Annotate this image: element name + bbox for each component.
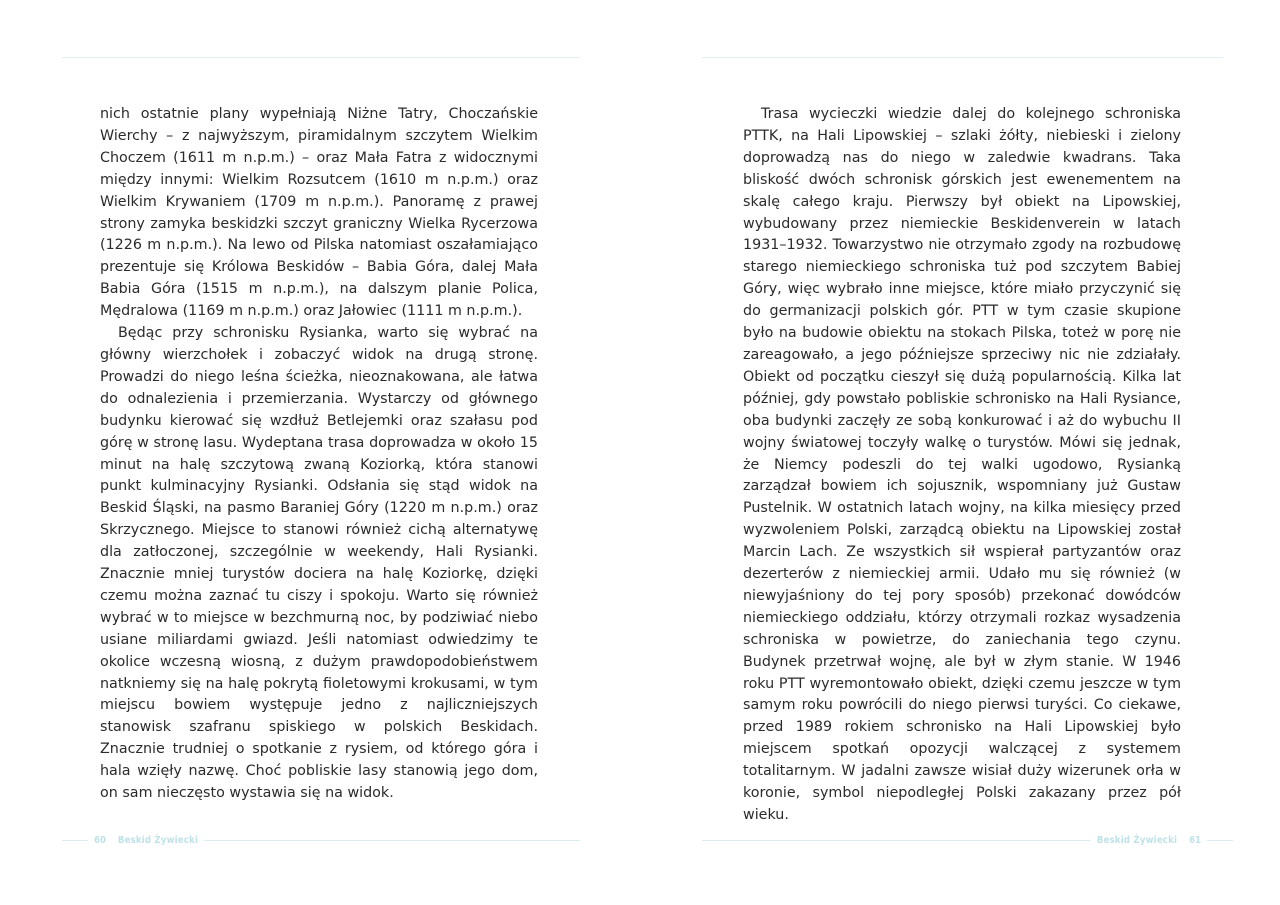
top-rule [702,57,1223,58]
footer-rule [62,840,88,841]
right-page-footer [702,831,1233,849]
left-page-body [100,104,538,805]
paragraph: Będąc przy schronisku Rysianka, warto się wybrać na główny wierzchołek i zobaczyć widok na drugą stronę. Prowadzi do niego leśna ścieżka, nieoznakowana, ale łatwa do odnalezienia i przemierzania. Wystarczy od głównego budynku kierować się wzdłuż Betlejemki oraz szałasu pod górę w stronę lasu. Wydeptana trasa doprowadza w około 15 minut na halę szczytową zwaną Koziorką, która stanowi punkt kulminacyjny Rysianki. Odsłania się stąd widok na Beskid Śląski, na pasmo Baraniej Góry (1220 m n.p.m.) oraz Skrzycznego. Miejsce to stanowi również cichą alternatywę dla zatłoczonej, szczególnie w weekendy, Hali Rysianki. Znacznie mniej turystów dociera na halę Koziorkę, dzięki czemu można zaznać tu ciszy i spokoju. Warto się również wybrać w to miejsce w bezchmurną noc, by podziwiać niebo usiane miliardami gwiazd. Jeśli natomiast odwiedzimy te okolice wczesną wiosną, z dużym prawdopodobieństwem natkniemy się na halę pokrytą fioletowymi krokusami, w tym miejscu bowiem występuje jedno z najliczniejszych stanowisk szafranu spiskiego w polskich Beskidach. Znacznie trudniej o spotkanie z rysiem, od którego góra i hala wzięły nazwę. Choć pobliskie lasy stanowią jego dom, on sam nieczęsto wystawia się na widok. [100,325,538,802]
paragraph: Trasa wycieczki wiedzie dalej do kolejnego schroniska PTTK, na Hali Lipowskiej – szlaki żółty, niebieski i zielony doprowadzą nas do niego w zaledwie kwadrans. Taka bliskość dwóch schronisk górskich jest ewenementem na skalę całego kraju. Pierwszy był obiekt na Lipowskiej, wybudowany przez niemieckie Beskidenverein w latach 1931–1932. Towarzystwo nie otrzymało zgody na rozbudowę starego niemieckiego schroniska tuż pod szczytem Babiej Góry, więc wybrało inne miejsce, które miało przyczynić się do germanizacji polskich gór. PTT w tym czasie skupione było na budowie obiektu na stokach Pilska, toteż w porę nie zareagowało, a jego późniejsze sprzeciwy nic nie zdziałały. Obiekt od początku cieszył się dużą popularnością. Kilka lat później, gdy powstało pobliskie schronisko na Hali Rysiance, oba budynki zaczęły ze sobą konkurować i aż do wybuchu II wojny światowej toczyły walkę o turystów. Mówi się jednak, że Niemcy podeszli do tej walki ugodowo, Rysianką zarządzał bowiem ich sojusznik, wspomniany już Gustaw Pustelnik. W ostatnich latach wojny, na kilka miesięcy przed wyzwoleniem Polski, zarządcą obiektu na Lipowskiej został Marcin Lach. Ze wszystkich sił wspierał partyzantów oraz dezerterów z niemieckiej armii. Udało mu się również (w niewyjaśniony do tej pory sposób) przekonać dowódców niemieckiego oddziału, którzy otrzymali rozkaz wysadzenia schroniska w powietrze, do zaniechania tego czynu. Budynek przetrwał wojnę, ale był w złym stanie. W 1946 roku PTT wyremontowało obiekt, dzięki czemu jeszcze w tym samym roku powrócili do niego pierwsi turyści. Co ciekawe, przed 1989 rokiem schronisko na Hali Lipowskiej było miejscem spotkań opozycji walczącej z systemem totalitarnym. W jadalni zawsze wisiał duży wizerunek orła w koronie, symbol niepodległej Polski zakazany przez pół wieku. [743,106,1181,823]
footer-rule [204,840,580,841]
left-page-footer [62,831,580,849]
page-number: 60 [94,834,106,846]
page-number: 61 [1189,834,1201,846]
running-title: Beskid Żywiecki [1096,834,1178,846]
footer-rule [1207,840,1233,841]
paragraph: nich ostatnie plany wypełniają Niżne Tatry, Choczańskie Wierchy – z najwyższym, piramidalnym szczytem Wielkim Choczem (1611 m n.p.m.) – oraz Mała Fatra z widocznymi między innymi: Wielkim Rozsutcem (1610 m n.p.m.) oraz Wielkim Krywaniem (1709 m n.p.m.). Panoramę z prawej strony zamyka beskidzki szczyt graniczny Wielka Rycerzowa (1226 m n.p.m.). Na lewo od Pilska natomiast oszałamiająco prezentuje się Królowa Beskidów – Babia Góra, dalej Mała Babia Góra (1515 m n.p.m.), na dalszym planie Polica, Mędralowa (1169 m n.p.m.) oraz Jałowiec (1111 m n.p.m.). [100,106,538,320]
running-title: Beskid Żywiecki [117,834,199,846]
right-page-body [743,104,1181,827]
footer-rule [702,840,1091,841]
right-page [640,0,1280,905]
top-rule [62,57,580,58]
